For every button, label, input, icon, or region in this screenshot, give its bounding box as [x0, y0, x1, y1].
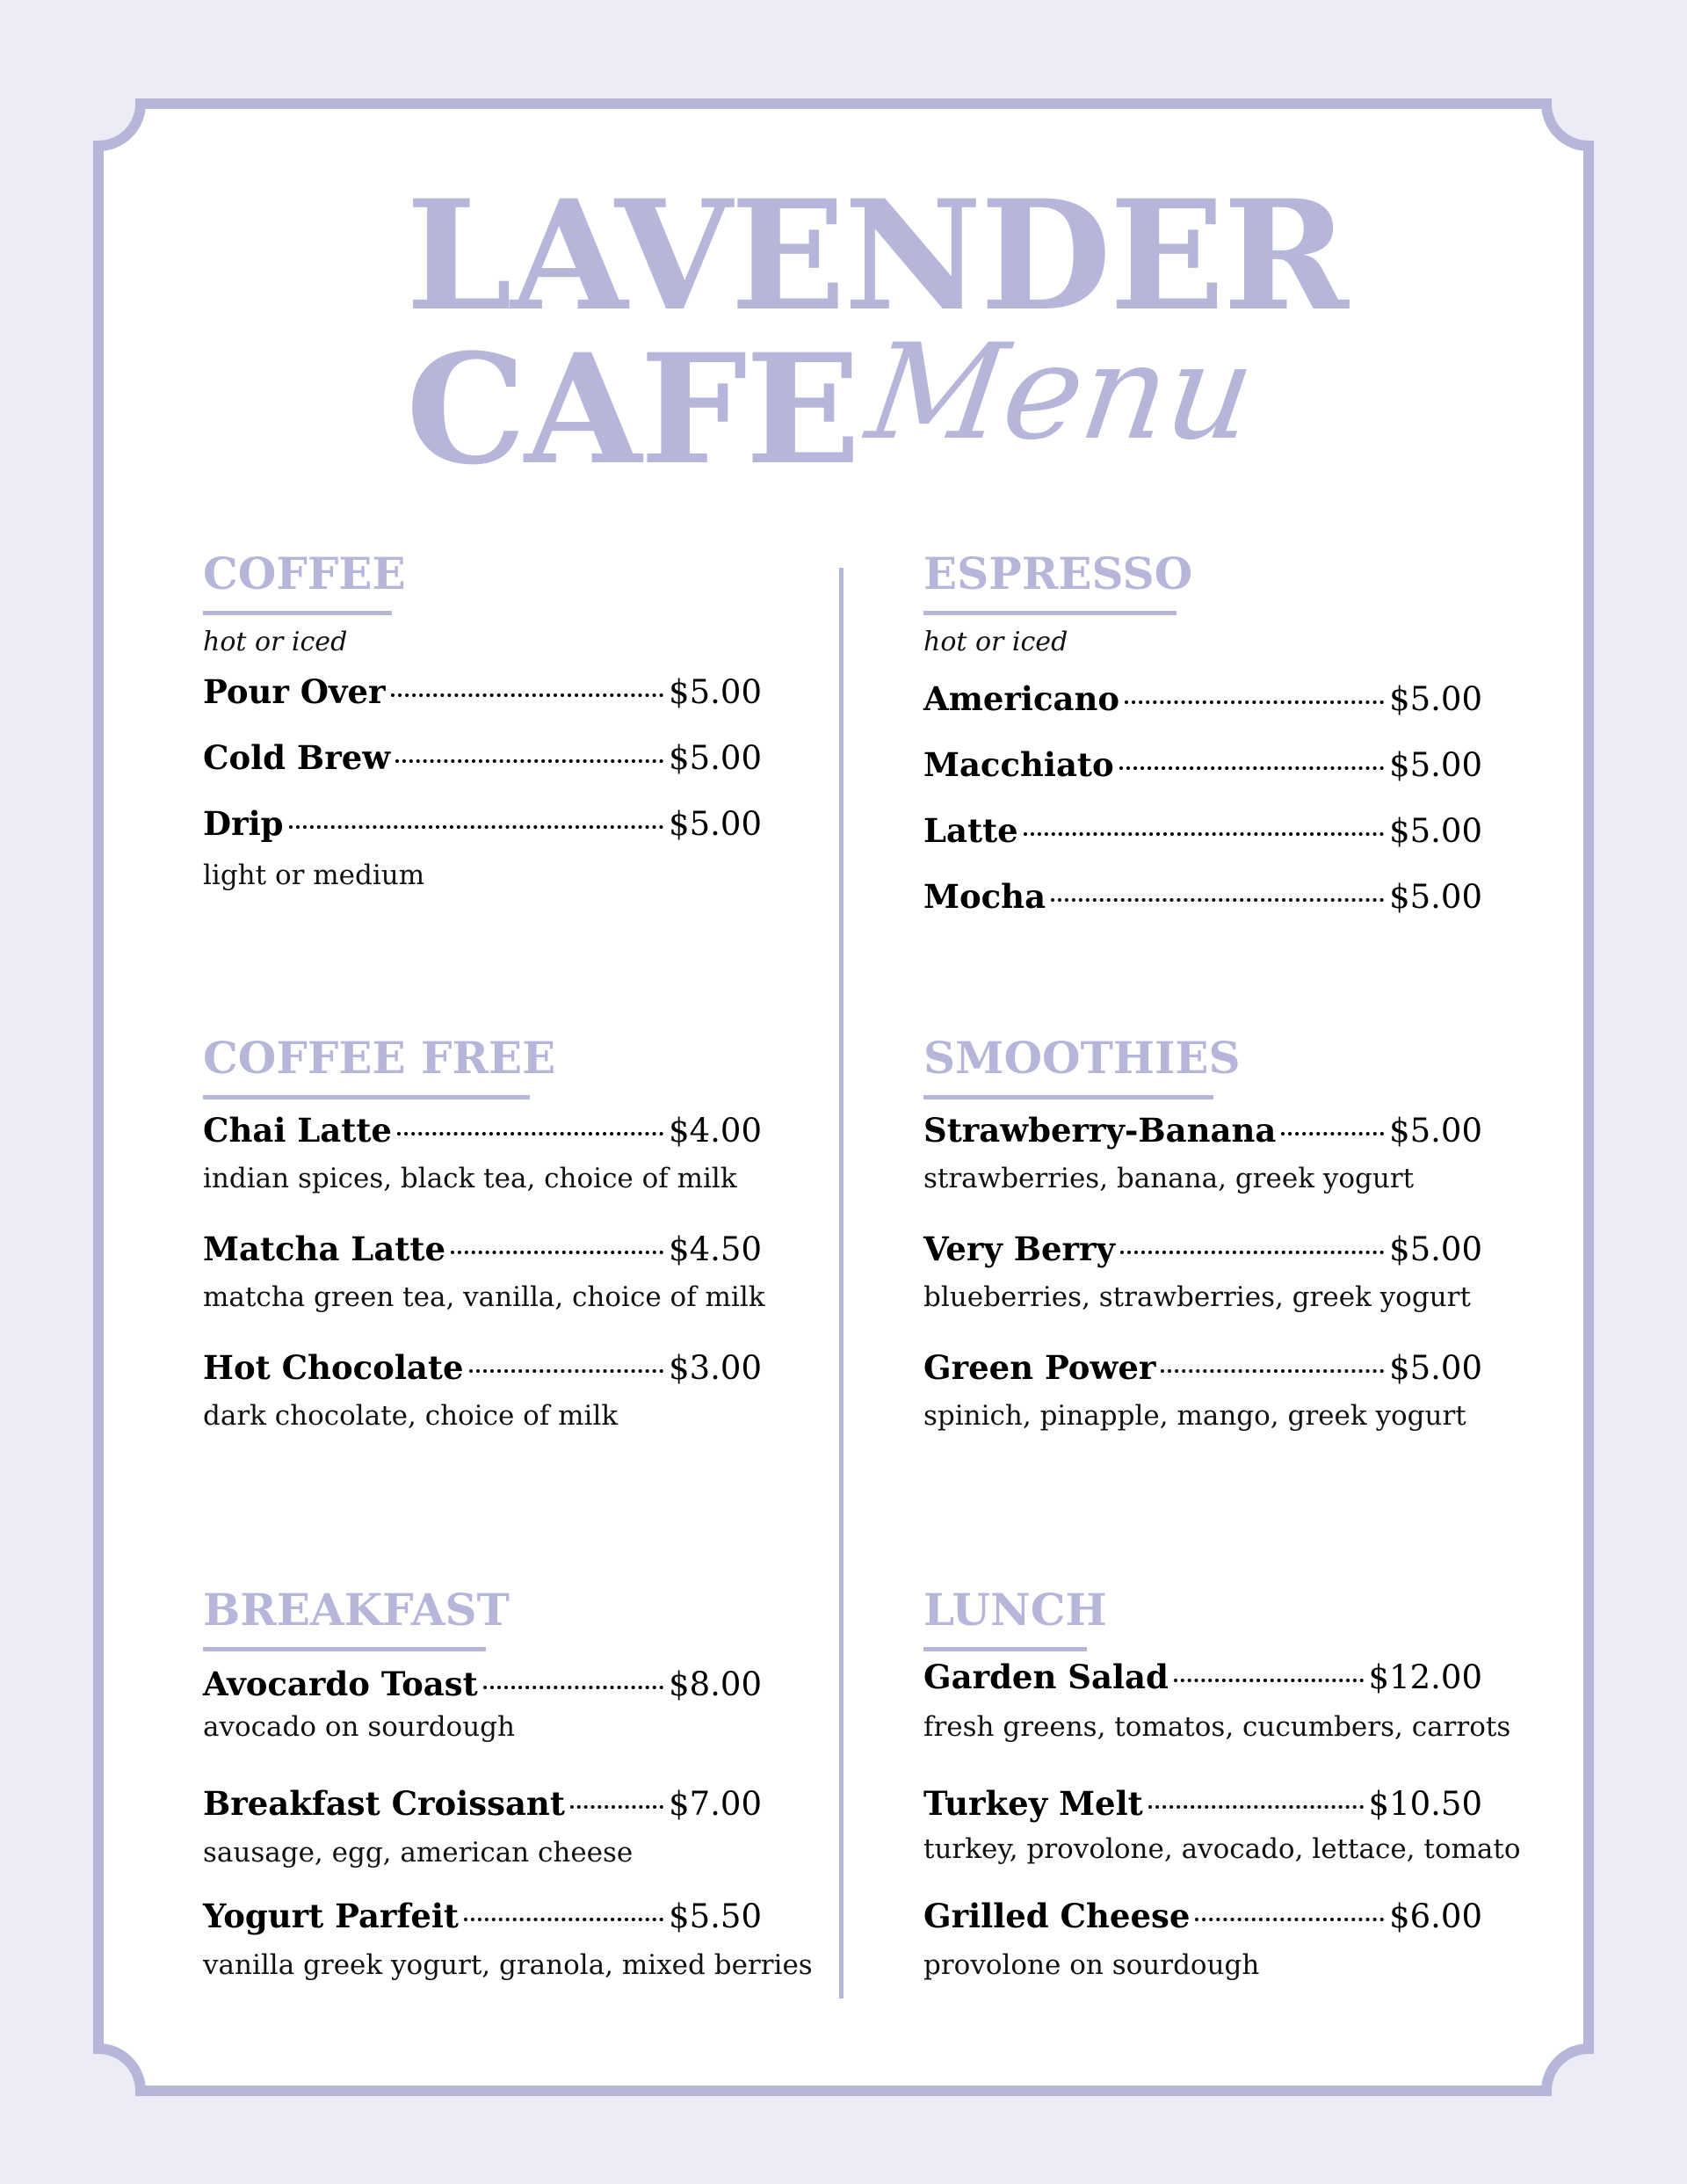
- dot-leader: [395, 759, 663, 763]
- section-breakfast: [203, 1584, 813, 2007]
- cafe-title-line-2: CAFE: [406, 320, 859, 498]
- dot-leader: [289, 825, 664, 829]
- item-name: Drip: [203, 804, 284, 843]
- dot-leader: [1281, 1132, 1384, 1136]
- item-name: Cold Brew: [203, 738, 391, 777]
- item-name: Hot Chocolate: [203, 1348, 464, 1387]
- dot-leader: [570, 1805, 663, 1809]
- section-title: BREAKFAST: [203, 1584, 510, 1636]
- section-underline: [923, 611, 1177, 615]
- item-description: sausage, egg, american cheese: [203, 1837, 634, 1868]
- item-price: $5.00: [1389, 746, 1482, 784]
- item-description: vanilla greek yogurt, granola, mixed berries: [203, 1949, 813, 1981]
- item-name: Yogurt Parfeit: [203, 1897, 460, 1935]
- section-coffee-free: [203, 1034, 778, 1455]
- section-title: COFFEE FREE: [203, 1032, 556, 1084]
- section-coffee: [203, 549, 778, 901]
- item-name: Mocha: [923, 877, 1046, 916]
- dot-leader: [464, 1918, 663, 1921]
- item-name: Matcha Latte: [203, 1230, 446, 1268]
- item-price: $8.00: [669, 1665, 762, 1703]
- section-underline: [203, 1647, 486, 1651]
- item-name: Strawberry-Banana: [923, 1111, 1277, 1150]
- item-name: Avocardo Toast: [203, 1665, 478, 1703]
- item-price: $5.00: [669, 805, 762, 843]
- item-price: $4.00: [669, 1112, 762, 1150]
- item-price: $5.00: [1389, 1112, 1482, 1150]
- section-title: ESPRESSO: [923, 548, 1193, 599]
- item-description: strawberries, banana, greek yogurt: [923, 1163, 1415, 1194]
- section-smoothies: [923, 1034, 1499, 1455]
- menu-item: [203, 1348, 762, 1390]
- item-description: light or medium: [203, 860, 425, 891]
- item-description: fresh greens, tomatos, cucumbers, carrots: [923, 1711, 1511, 1743]
- item-price: $7.00: [669, 1785, 762, 1823]
- item-price: $5.00: [1389, 680, 1482, 718]
- item-name: Turkey Melt: [923, 1784, 1143, 1823]
- item-price: $5.00: [1389, 1230, 1482, 1268]
- dot-leader: [1051, 898, 1384, 902]
- dot-leader: [1174, 1679, 1364, 1682]
- item-price: $5.00: [1389, 812, 1482, 850]
- item-name: Breakfast Croissant: [203, 1784, 565, 1823]
- menu-item: [923, 1784, 1482, 1826]
- item-description: turkey, provolone, avocado, lettace, tomato: [923, 1833, 1521, 1865]
- menu-item: [203, 1897, 762, 1939]
- column-divider: [839, 568, 844, 1999]
- menu-item: [923, 1897, 1482, 1939]
- dot-leader: [483, 1686, 663, 1689]
- item-description: spinich, pinapple, mango, greek yogurt: [923, 1400, 1466, 1432]
- menu-item: [923, 1230, 1482, 1272]
- item-price: $5.00: [669, 673, 762, 711]
- item-description: avocado on sourdough: [203, 1711, 515, 1743]
- cafe-title-line-1: LAVENDER: [406, 166, 1347, 345]
- item-price: $6.00: [1389, 1897, 1482, 1935]
- item-name: Green Power: [923, 1348, 1156, 1387]
- dot-leader: [1120, 1251, 1384, 1254]
- section-espresso: [923, 549, 1499, 945]
- item-description: matcha green tea, vanilla, choice of milk: [203, 1281, 765, 1313]
- menu-item: [203, 1665, 762, 1707]
- item-price: $5.50: [669, 1897, 762, 1935]
- section-note: hot or iced: [923, 627, 1068, 657]
- section-title: LUNCH: [923, 1584, 1107, 1636]
- item-price: $12.00: [1368, 1658, 1482, 1696]
- menu-item: [203, 1230, 762, 1272]
- item-price: $5.00: [1389, 878, 1482, 916]
- dot-leader: [1119, 766, 1384, 770]
- section-note: hot or iced: [203, 627, 348, 657]
- section-title: SMOOTHIES: [923, 1032, 1241, 1084]
- dot-leader: [397, 1132, 663, 1136]
- item-price: $4.50: [669, 1230, 762, 1268]
- item-description: provolone on sourdough: [923, 1949, 1260, 1981]
- section-underline: [923, 1647, 1087, 1651]
- section-underline: [203, 611, 392, 615]
- item-description: dark chocolate, choice of milk: [203, 1400, 619, 1432]
- menu-item: [923, 1111, 1482, 1153]
- dot-leader: [451, 1251, 663, 1254]
- item-price: $5.00: [1389, 1349, 1482, 1387]
- dot-leader: [1125, 700, 1384, 704]
- menu-item: [923, 1348, 1482, 1390]
- item-name: Garden Salad: [923, 1658, 1169, 1696]
- menu-script-title: Menu: [858, 316, 1263, 469]
- section-lunch: [923, 1584, 1521, 2007]
- menu-item: [203, 672, 762, 715]
- item-name: Chai Latte: [203, 1111, 392, 1150]
- menu-item: [923, 877, 1482, 919]
- item-price: $10.50: [1368, 1785, 1482, 1823]
- item-name: Very Berry: [923, 1230, 1116, 1268]
- dot-leader: [469, 1369, 664, 1373]
- item-name: Grilled Cheese: [923, 1897, 1191, 1935]
- item-description: blueberries, strawberries, greek yogurt: [923, 1281, 1471, 1313]
- menu-item: [923, 745, 1482, 787]
- menu-item: [923, 1658, 1482, 1700]
- dot-leader: [1195, 1918, 1384, 1921]
- menu-item: [923, 811, 1482, 853]
- dot-leader: [1024, 832, 1384, 836]
- item-name: Americano: [923, 679, 1120, 718]
- dot-leader: [391, 693, 664, 697]
- menu-item: [923, 679, 1482, 722]
- dot-leader: [1148, 1805, 1364, 1809]
- item-name: Macchiato: [923, 745, 1114, 784]
- section-underline: [923, 1095, 1213, 1099]
- dot-leader: [1161, 1369, 1384, 1373]
- menu-item: [203, 738, 762, 780]
- menu-item: [203, 1784, 762, 1826]
- section-underline: [203, 1095, 530, 1099]
- item-price: $5.00: [669, 739, 762, 777]
- item-description: indian spices, black tea, choice of milk: [203, 1163, 737, 1194]
- section-title: COFFEE: [203, 548, 406, 599]
- item-name: Latte: [923, 811, 1018, 850]
- menu-item: [203, 1111, 762, 1153]
- item-name: Pour Over: [203, 672, 386, 711]
- menu-item: [203, 804, 762, 846]
- item-price: $3.00: [669, 1349, 762, 1387]
